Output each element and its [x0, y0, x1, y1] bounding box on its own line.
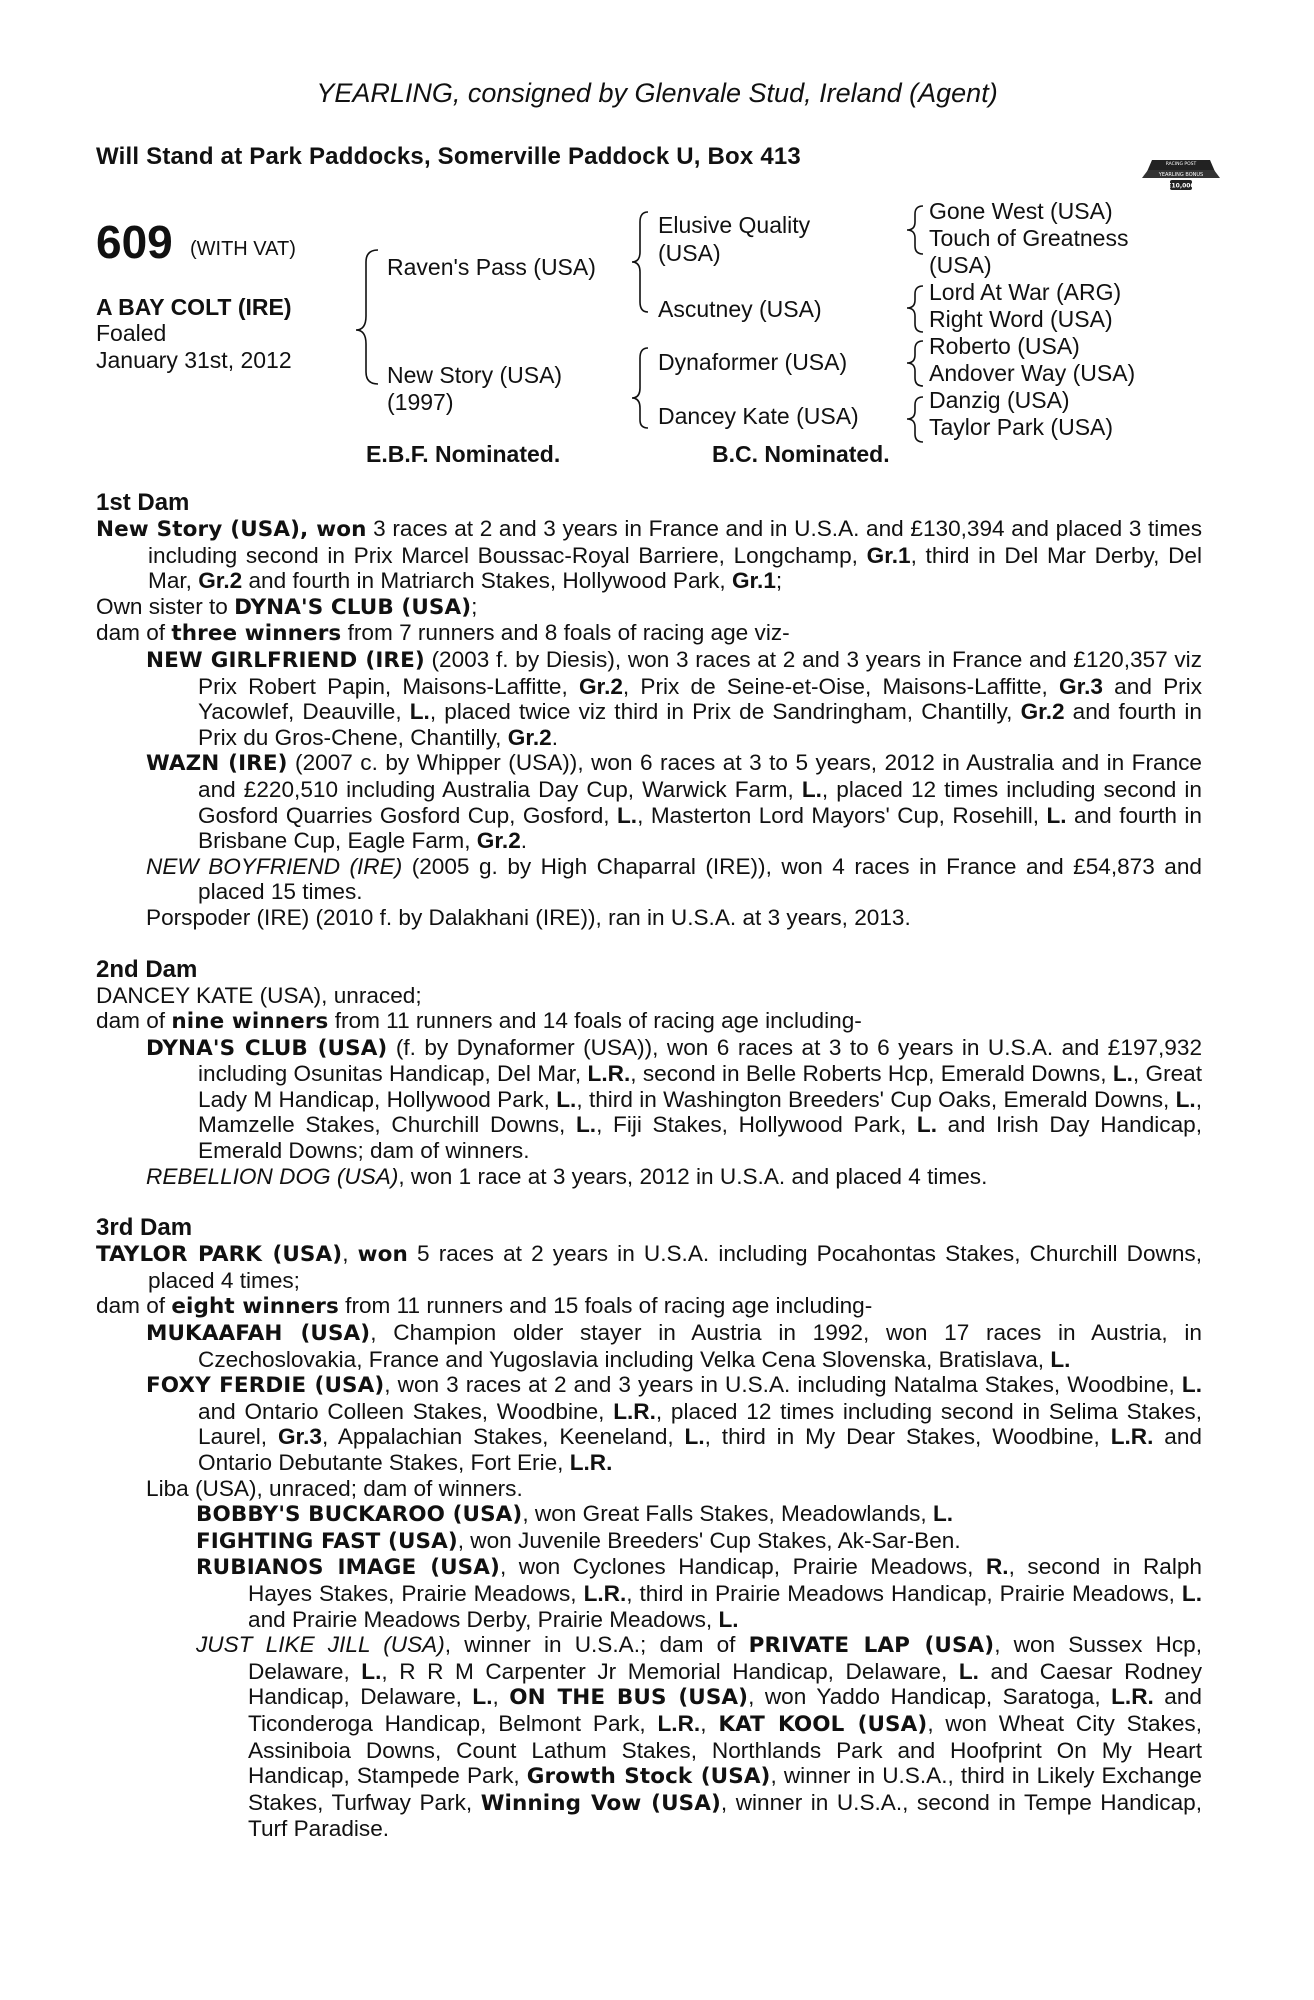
first-dam-produce: dam of three winners from 7 runners and 8 foals of racing age viz-: [96, 620, 790, 647]
produce-porspoder: Porspoder (IRE) (2010 f. by Dalakhani (IRE)), ran in U.S.A. at 3 years, 2013.: [146, 904, 911, 930]
first-dam-heading: 1st Dam: [96, 489, 190, 516]
stand-location: Will Stand at Park Paddocks, Somerville Paddock U, Box 413: [96, 143, 801, 170]
consignment-title: YEARLING, consigned by Glenvale Stud, Ireland (Agent): [316, 78, 998, 108]
produce-rebellion-dog: REBELLION DOG (USA), won 1 race at 3 years, 2012 in U.S.A. and placed 4 times.: [146, 1163, 988, 1189]
lot-description: A BAY COLT (IRE): [96, 294, 292, 320]
produce-new-boyfriend: NEW BOYFRIEND (IRE) (2005 g. by High Chaparral (IRE)), won 4 races in France and £54,873 and placed 15 times.: [146, 853, 1202, 905]
produce-liba: Liba (USA), unraced; dam of winners.: [146, 1475, 523, 1501]
grandsire-8: Taylor Park (USA): [929, 414, 1114, 440]
dam-year: (1997): [387, 389, 454, 415]
grandsire-4: Right Word (USA): [929, 306, 1113, 332]
sire: Raven's Pass (USA): [387, 254, 596, 280]
first-dam-sister: Own sister to DYNA'S CLUB (USA);: [96, 593, 478, 620]
first-dam-record: New Story (USA), won 3 races at 2 and 3 years in France and in U.S.A. and £130,394 and placed 3 times including second in Prix Marcel Boussac-Royal Barriere, Longchamp, Gr.1, third in Del Mar Derby, Del Mar, Gr.2 and fourth in Matriarch Stakes, Hollywood Park, Gr.1;: [96, 516, 1203, 594]
second-dam-heading: 2nd Dam: [96, 955, 198, 983]
badge-amount: £10,000: [1167, 182, 1195, 190]
second-dam-record: DANCEY KATE (USA), unraced;: [96, 982, 422, 1008]
sire-sire: Elusive Quality: [658, 212, 811, 238]
produce-new-girlfriend: NEW GIRLFRIEND (IRE) (2003 f. by Diesis), won 3 races at 2 and 3 years in France and £120,357 viz Prix Robert Papin, Maisons-Laffitte, Gr.2, Prix de Seine-et-Oise, Maisons-Laffitte, Gr.3 and Prix Yacowlef, Deauville, L., placed twice viz third in Prix de Sandringham, Chantilly, Gr.2 and fourth in Prix du Gros-Chene, Chantilly, Gr.2.: [146, 646, 1202, 750]
produce-rubianos-image: RUBIANOS IMAGE (USA), won Cyclones Handicap, Prairie Meadows, R., second in Ralph Hayes Stakes, Prairie Meadows, L.R., third in Prairie Meadows Handicap, Prairie Meadows, L. and Prairie Meadows Derby, Prairie Meadows, L.: [196, 1554, 1202, 1632]
grandsire-3: Lord At War (ARG): [929, 279, 1122, 305]
foaled-label: Foaled: [96, 320, 167, 346]
produce-wazn: WAZN (IRE) (2007 c. by Whipper (USA)), won 6 races at 3 to 5 years, 2012 in Australia and in France and £220,510 including Australia Day Cup, Warwick Farm, L., placed 12 times including second in Gosford Quarries Gosford Cup, Gosford, L., Masterton Lord Mayors' Cup, Rosehill, L. and fourth in Brisbane Cup, Eagle Farm, Gr.2.: [146, 750, 1202, 854]
dam-sire: Dynaformer (USA): [658, 349, 848, 375]
third-dam-heading: 3rd Dam: [96, 1214, 193, 1242]
foaled-date: January 31st, 2012: [96, 347, 292, 373]
third-dam-record: TAYLOR PARK (USA), won 5 races at 2 years in U.S.A. including Pocahontas Stakes, Churchill Downs, placed 4 times;: [96, 1241, 1202, 1293]
grandsire-2: Touch of Greatness: [929, 225, 1129, 251]
produce-just-like-jill: JUST LIKE JILL (USA), winner in U.S.A.; dam of PRIVATE LAP (USA), won Sussex Hcp, Delaware, L., R R M Carpenter Jr Memorial Handicap, Delaware, L. and Caesar Rodney Handicap, Delaware, L., ON THE BUS (USA), won Yaddo Handicap, Saratoga, L.R. and Ticonderoga Handicap, Belmont Park, L.R., KAT KOOL (USA), won Wheat City Stakes, Assiniboia Downs, Count Lathum Stakes, Northlands Park and Hoofprint On My Heart Handicap, Stampede Park, Growth Stock (USA), winner in U.S.A., third in Likely Exchange Stakes, Turfway Park, Winning Vow (USA), winner in U.S.A., second in Tempe Handicap, Turf Paradise.: [196, 1632, 1203, 1842]
bc-nominated: B.C. Nominated.: [712, 441, 890, 467]
grandsire-2-country: (USA): [929, 252, 992, 278]
produce-foxy-ferdie: FOXY FERDIE (USA), won 3 races at 2 and 3 years in U.S.A. including Natalma Stakes, Woodbine, L. and Ontario Colleen Stakes, Woodbine, L.R., placed 12 times including second in Selima Stakes, Laurel, Gr.3, Appalachian Stakes, Keeneland, L., third in My Dear Stakes, Woodbine, L.R. and Ontario Debutante Stakes, Fort Erie, L.R.: [146, 1372, 1202, 1475]
dam: New Story (USA): [387, 362, 563, 388]
vat-note: (WITH VAT): [190, 238, 296, 260]
badge-mid-text: YEARLING BONUS: [1158, 172, 1204, 178]
second-dam-produce: dam of nine winners from 11 runners and 14 foals of racing age including-: [96, 1008, 862, 1035]
grandsire-1: Gone West (USA): [929, 198, 1113, 224]
grandsire-6: Andover Way (USA): [929, 360, 1136, 386]
ebf-nominated: E.B.F. Nominated.: [366, 441, 561, 467]
grandsire-5: Roberto (USA): [929, 333, 1080, 359]
produce-mukaafah: MUKAAFAH (USA), Champion older stayer in Austria in 1992, won 17 races in Austria, in Czechoslovakia, France and Yugoslavia including Velka Cena Slovenska, Bratislava, L.: [146, 1320, 1203, 1372]
sire-sire-country: (USA): [658, 240, 721, 266]
sire-dam: Ascutney (USA): [658, 296, 822, 322]
grandsire-7: Danzig (USA): [929, 387, 1070, 413]
dam-dam: Dancey Kate (USA): [658, 403, 859, 429]
lot-number: 609: [96, 216, 173, 268]
third-dam-produce: dam of eight winners from 11 runners and 15 foals of racing age including-: [96, 1293, 873, 1320]
produce-fighting-fast: FIGHTING FAST (USA), won Juvenile Breeders' Cup Stakes, Ak-Sar-Ben.: [196, 1527, 961, 1554]
badge-top-text: RACING POST: [1165, 162, 1197, 167]
produce-dynas-club: DYNA'S CLUB (USA) (f. by Dynaformer (USA)), won 6 races at 3 to 6 years in U.S.A. and £197,932 including Osunitas Handicap, Del Mar, L.R., second in Belle Roberts Hcp, Emerald Downs, L., Great Lady M Handicap, Hollywood Park, L., third in Washington Breeders' Cup Oaks, Emerald Downs, L., Mamzelle Stakes, Churchill Downs, L., Fiji Stakes, Hollywood Park, L. and Irish Day Handicap, Emerald Downs; dam of winners.: [146, 1034, 1203, 1164]
produce-bobbys-buckaroo: BOBBY'S BUCKAROO (USA), won Great Falls Stakes, Meadowlands, L.: [196, 1501, 954, 1528]
catalogue-body: [96, 490, 1202, 1842]
